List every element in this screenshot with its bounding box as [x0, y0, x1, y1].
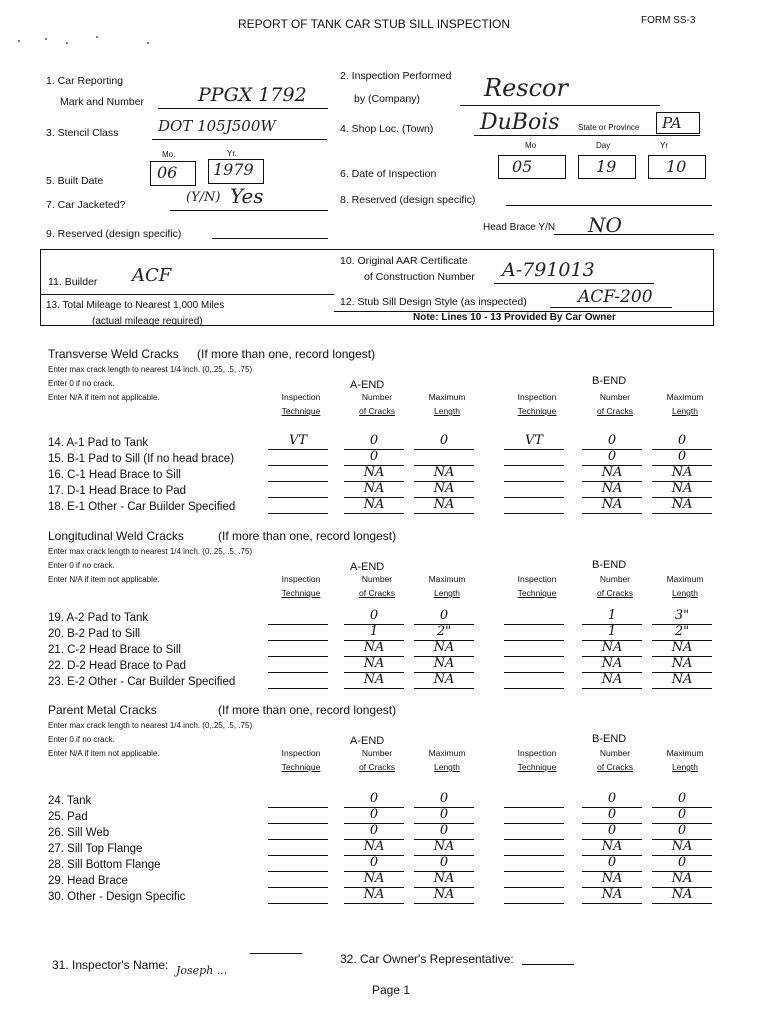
entry-underline — [582, 688, 642, 689]
column-header: Technique — [517, 406, 557, 416]
row-label: 28. Sill Bottom Flange — [48, 859, 161, 871]
column-header: Number — [599, 574, 631, 584]
crack-entry-field[interactable]: NA — [363, 465, 385, 480]
crack-entry-field[interactable]: 0 — [369, 449, 379, 464]
car-jacketed-field[interactable]: Yes — [230, 184, 264, 208]
crack-entry-field[interactable]: 0 — [607, 449, 617, 464]
column-header: Maximum — [428, 392, 466, 402]
entry-underline — [504, 688, 564, 689]
crack-entry-field[interactable]: NA — [601, 656, 623, 671]
column-header: of Cracks — [359, 406, 395, 416]
row-label: 22. D-2 Head Brace to Pad — [48, 660, 187, 672]
crack-entry-field[interactable]: NA — [363, 481, 385, 496]
entry-underline — [268, 449, 328, 450]
crack-entry-field[interactable]: VT — [524, 433, 544, 448]
crack-entry-field[interactable]: NA — [671, 497, 693, 512]
entry-underline — [268, 624, 328, 625]
column-header: Length — [672, 762, 698, 772]
crack-entry-field[interactable]: NA — [671, 481, 693, 496]
entry-underline — [504, 640, 564, 641]
row-label: 23. E-2 Other - Car Builder Specified — [48, 676, 236, 688]
column-header: Inspection — [281, 574, 321, 584]
crack-entry-field[interactable]: 0 — [607, 855, 617, 870]
crack-entry-field[interactable]: NA — [363, 640, 385, 655]
crack-entry-field[interactable]: 0 — [369, 807, 379, 822]
crack-entry-field[interactable]: 0 — [677, 807, 687, 822]
builder-field[interactable]: ACF — [132, 265, 172, 286]
crack-entry-field[interactable]: 1 — [369, 624, 379, 639]
column-header: Number — [599, 392, 631, 402]
column-header: Inspection — [281, 748, 321, 758]
entry-underline — [504, 481, 564, 482]
entry-underline — [504, 672, 564, 673]
car-mark-number-field[interactable]: PPGX 1792 — [198, 84, 307, 106]
column-header: Maximum — [666, 748, 704, 758]
crack-entry-field[interactable]: NA — [433, 887, 455, 902]
column-header: Number — [361, 574, 393, 584]
row-label: 19. A-2 Pad to Tank — [48, 612, 149, 624]
entry-underline — [652, 688, 712, 689]
scan-speck — [45, 38, 47, 40]
owner-note: Note: Lines 10 - 13 Provided By Car Owner — [413, 312, 616, 323]
crack-entry-field[interactable]: 0 — [607, 807, 617, 822]
entry-underline — [268, 688, 328, 689]
mileage-label-2: (actual mileage required) — [92, 316, 203, 327]
aar-certificate-label: 10. Original AAR Certificate — [340, 255, 468, 267]
entry-underline — [504, 513, 564, 514]
shop-location-label: 4. Shop Loc. (Town) — [340, 123, 434, 135]
entry-underline — [268, 640, 328, 641]
design-style-label: 12. Stub Sill Design Style (as inspected) — [340, 296, 527, 308]
crack-entry-field[interactable]: 0 — [677, 449, 687, 464]
entry-underline — [414, 513, 474, 514]
built-yr-label: Yr. — [227, 149, 237, 158]
insp-day-field[interactable]: 19 — [596, 157, 617, 176]
crack-entry-field[interactable]: NA — [363, 871, 385, 886]
crack-entry-field[interactable]: 0 — [607, 433, 617, 448]
column-header: Technique — [517, 762, 557, 772]
section-note: (If more than one, record longest) — [218, 529, 397, 543]
insp-yr-label: Yr — [660, 141, 668, 150]
row-label: 29. Head Brace — [48, 875, 128, 887]
entry-underline — [414, 903, 474, 904]
entry-underline — [582, 513, 642, 514]
crack-entry-field[interactable]: 0 — [369, 608, 379, 623]
entry-underline — [504, 656, 564, 657]
crack-entry-field[interactable]: 0 — [677, 791, 687, 806]
aar-certificate-field[interactable]: A-791013 — [502, 259, 595, 281]
crack-entry-field[interactable]: NA — [363, 656, 385, 671]
entry-underline — [504, 497, 564, 498]
column-header: Technique — [517, 588, 557, 598]
entry-underline — [504, 624, 564, 625]
entry-underline — [504, 823, 564, 824]
reserved-8-label: 8. Reserved (design specific) — [340, 194, 476, 206]
crack-entry-field[interactable]: NA — [671, 656, 693, 671]
crack-entry-field[interactable]: 0 — [439, 823, 449, 838]
crack-entry-field[interactable]: NA — [601, 497, 623, 512]
crack-entry-field[interactable]: NA — [671, 871, 693, 886]
section-instruction: Enter N/A if item not applicable. — [48, 749, 160, 758]
section-title: Transverse Weld Cracks — [48, 347, 179, 361]
entry-underline — [504, 855, 564, 856]
column-header: Maximum — [666, 392, 704, 402]
crack-entry-field[interactable]: NA — [601, 465, 623, 480]
crack-entry-field[interactable]: NA — [433, 640, 455, 655]
scan-speck — [96, 36, 98, 38]
column-header: of Cracks — [359, 588, 395, 598]
row-label: 27. Sill Top Flange — [48, 843, 143, 855]
section-title: Parent Metal Cracks — [48, 703, 157, 717]
crack-entry-field[interactable]: NA — [671, 640, 693, 655]
entry-underline — [344, 688, 404, 689]
row-label: 14. A-1 Pad to Tank — [48, 437, 149, 449]
scan-speck — [66, 42, 68, 44]
crack-entry-field[interactable]: 2" — [436, 624, 452, 639]
inspection-performed-label: 2. Inspection Performed — [340, 70, 452, 82]
entry-underline — [268, 839, 328, 840]
row-label: 18. E-1 Other - Car Builder Specified — [48, 501, 236, 513]
crack-entry-field[interactable]: NA — [433, 656, 455, 671]
crack-entry-field[interactable]: 0 — [439, 433, 449, 448]
column-header: Maximum — [428, 748, 466, 758]
row-label: 15. B-1 Pad to Sill (If no head brace) — [48, 453, 235, 465]
crack-entry-field[interactable]: NA — [671, 839, 693, 854]
insp-mo-label: Mo — [525, 141, 537, 150]
section-instruction: Enter 0 if no crack. — [48, 561, 115, 570]
entry-underline — [504, 449, 564, 450]
entry-underline — [268, 823, 328, 824]
crack-entry-field[interactable]: NA — [363, 839, 385, 854]
entry-underline — [504, 903, 564, 904]
insp-day-label: Day — [596, 141, 611, 150]
crack-entry-field[interactable]: 0 — [677, 433, 687, 448]
entry-underline — [652, 513, 712, 514]
column-header: Number — [361, 748, 393, 758]
section-title: Longitudinal Weld Cracks — [48, 529, 184, 543]
crack-entry-field[interactable]: VT — [288, 433, 308, 448]
row-label: 21. C-2 Head Brace to Sill — [48, 644, 181, 656]
column-header: Length — [672, 406, 698, 416]
crack-entry-field[interactable]: 3" — [674, 608, 690, 623]
owner-representative-label: 32. Car Owner's Representative: — [340, 952, 514, 966]
scan-speck — [18, 40, 20, 42]
car-jacketed-yn-mark: (Y/N) — [186, 190, 221, 205]
inspector-name-label: 31. Inspector's Name: — [52, 958, 169, 972]
crack-entry-field[interactable]: NA — [601, 887, 623, 902]
crack-entry-field[interactable]: NA — [671, 465, 693, 480]
column-header: Length — [434, 762, 460, 772]
column-header: Length — [672, 588, 698, 598]
inspection-date-label: 6. Date of Inspection — [340, 168, 437, 180]
column-header: Length — [434, 588, 460, 598]
crack-entry-field[interactable]: 0 — [607, 823, 617, 838]
builder-label: 11. Builder — [48, 276, 98, 288]
entry-underline — [582, 903, 642, 904]
row-label: 17. D-1 Head Brace to Pad — [48, 485, 187, 497]
row-label: 25. Pad — [48, 811, 88, 823]
entry-underline — [268, 903, 328, 904]
crack-entry-field[interactable]: 0 — [439, 807, 449, 822]
entry-underline — [268, 481, 328, 482]
column-header: of Cracks — [597, 406, 633, 416]
section-note: (If more than one, record longest) — [197, 347, 376, 361]
entry-underline — [344, 903, 404, 904]
column-header: Technique — [281, 588, 321, 598]
a-end-header: A-END — [350, 561, 385, 573]
entry-underline — [344, 513, 404, 514]
column-header: Length — [434, 406, 460, 416]
stencil-class-label: 3. Stencil Class — [46, 127, 119, 139]
crack-entry-field[interactable]: NA — [433, 465, 455, 480]
row-label: 30. Other - Design Specific — [48, 891, 186, 903]
entry-underline — [268, 465, 328, 466]
row-label: 26. Sill Web — [48, 827, 110, 839]
entry-underline — [268, 497, 328, 498]
entry-underline — [414, 688, 474, 689]
crack-entry-field[interactable]: NA — [433, 672, 455, 687]
column-header: of Cracks — [597, 588, 633, 598]
design-style-field[interactable]: ACF-200 — [578, 287, 653, 307]
crack-entry-field[interactable]: NA — [671, 672, 693, 687]
state-province-label: State or Province — [578, 123, 640, 132]
insp-year-field[interactable]: 10 — [666, 157, 687, 176]
entry-underline — [504, 465, 564, 466]
column-header: Number — [361, 392, 393, 402]
crack-entry-field[interactable]: 0 — [369, 823, 379, 838]
inspection-company-label: by (Company) — [354, 93, 420, 105]
crack-entry-field[interactable]: 0 — [369, 791, 379, 806]
section-instruction: Enter 0 if no crack. — [48, 735, 115, 744]
section-instruction: Enter 0 if no crack. — [48, 379, 115, 388]
insp-month-field[interactable]: 05 — [512, 157, 533, 176]
stencil-class-field[interactable]: DOT 105J500W — [158, 117, 276, 135]
crack-entry-field[interactable]: NA — [363, 672, 385, 687]
b-end-header: B-END — [592, 559, 627, 571]
crack-entry-field[interactable]: NA — [433, 481, 455, 496]
crack-entry-field[interactable]: NA — [433, 871, 455, 886]
b-end-header: B-END — [592, 733, 627, 745]
b-end-header: B-END — [592, 375, 627, 387]
column-header: Maximum — [666, 574, 704, 584]
crack-entry-field[interactable]: 0 — [439, 791, 449, 806]
column-header: Inspection — [281, 392, 321, 402]
inspection-company-field[interactable]: Rescor — [484, 74, 568, 102]
crack-entry-field[interactable]: 0 — [439, 608, 449, 623]
a-end-header: A-END — [350, 735, 385, 747]
crack-entry-field[interactable]: 2" — [674, 624, 690, 639]
scan-speck — [147, 42, 149, 44]
reserved-9-label: 9. Reserved (design specific) — [46, 228, 182, 240]
entry-underline — [268, 513, 328, 514]
crack-entry-field[interactable]: NA — [601, 871, 623, 886]
page-number: Page 1 — [372, 983, 411, 997]
crack-entry-field[interactable]: NA — [601, 481, 623, 496]
crack-entry-field[interactable]: NA — [433, 839, 455, 854]
column-header: Technique — [281, 762, 321, 772]
crack-entry-field[interactable]: 1 — [607, 608, 617, 623]
section-instruction: Enter N/A if item not applicable. — [48, 393, 160, 402]
entry-underline — [268, 807, 328, 808]
form-id: FORM SS-3 — [641, 15, 696, 26]
crack-entry-field[interactable]: 0 — [369, 855, 379, 870]
crack-entry-field[interactable]: 0 — [677, 823, 687, 838]
car-reporting-label: 1. Car Reporting — [46, 75, 124, 87]
section-instruction: Enter max crack length to nearest 1/4 inch. (0,.25, .5, .75) — [48, 547, 253, 556]
entry-underline — [504, 839, 564, 840]
row-label: 20. B-2 Pad to Sill — [48, 628, 141, 640]
shop-town-field[interactable]: DuBois — [480, 110, 560, 135]
column-header: Maximum — [428, 574, 466, 584]
column-header: of Cracks — [359, 762, 395, 772]
entry-underline — [268, 672, 328, 673]
crack-entry-field[interactable]: 0 — [439, 855, 449, 870]
column-header: Number — [599, 748, 631, 758]
form-title: REPORT OF TANK CAR STUB SILL INSPECTION — [238, 17, 511, 31]
crack-entry-field[interactable]: NA — [601, 672, 623, 687]
built-month-field[interactable]: 06 — [157, 163, 178, 182]
inspector-name-field[interactable]: Joseph ... — [176, 964, 228, 977]
entry-underline — [504, 887, 564, 888]
section-instruction: Enter max crack length to nearest 1/4 inch. (0,.25, .5, .75) — [48, 721, 253, 730]
built-date-label: 5. Built Date — [46, 175, 104, 187]
column-header: Inspection — [517, 392, 557, 402]
column-header: of Cracks — [597, 762, 633, 772]
crack-entry-field[interactable]: NA — [671, 887, 693, 902]
entry-underline — [268, 887, 328, 888]
built-year-field[interactable]: 1979 — [213, 160, 254, 179]
row-label: 16. C-1 Head Brace to Sill — [48, 469, 181, 481]
head-brace-label: Head Brace Y/N — [483, 222, 556, 233]
crack-entry-field[interactable]: 1 — [607, 624, 617, 639]
crack-entry-field[interactable]: NA — [433, 497, 455, 512]
crack-entry-field[interactable]: NA — [601, 640, 623, 655]
crack-entry-field[interactable]: NA — [363, 887, 385, 902]
column-header: Inspection — [517, 574, 557, 584]
crack-entry-field[interactable]: 0 — [677, 855, 687, 870]
entry-underline — [414, 449, 474, 450]
mileage-label: 13. Total Mileage to Nearest 1,000 Miles — [46, 300, 225, 311]
entry-underline — [504, 807, 564, 808]
entry-underline — [268, 656, 328, 657]
column-header: Inspection — [517, 748, 557, 758]
crack-entry-field[interactable]: NA — [601, 839, 623, 854]
row-label: 24. Tank — [48, 795, 92, 807]
crack-entry-field[interactable]: 0 — [369, 433, 379, 448]
entry-underline — [268, 871, 328, 872]
entry-underline — [504, 871, 564, 872]
column-header: Technique — [281, 406, 321, 416]
section-instruction: Enter N/A if item not applicable. — [48, 575, 160, 584]
entry-underline — [268, 855, 328, 856]
crack-entry-field[interactable]: 0 — [607, 791, 617, 806]
entry-underline — [652, 903, 712, 904]
section-note: (If more than one, record longest) — [218, 703, 397, 717]
car-jacketed-label: 7. Car Jacketed? — [46, 199, 126, 211]
built-mo-label: Mo. — [162, 150, 176, 159]
section-instruction: Enter max crack length to nearest 1/4 inch. (0,.25, .5, .75) — [48, 365, 253, 374]
car-reporting-label-2: Mark and Number — [60, 96, 145, 108]
aar-certificate-label-2: of Construction Number — [364, 271, 475, 283]
a-end-header: A-END — [350, 379, 385, 391]
head-brace-field[interactable]: NO — [588, 213, 622, 237]
crack-entry-field[interactable]: NA — [363, 497, 385, 512]
state-field[interactable]: PA — [662, 114, 682, 132]
